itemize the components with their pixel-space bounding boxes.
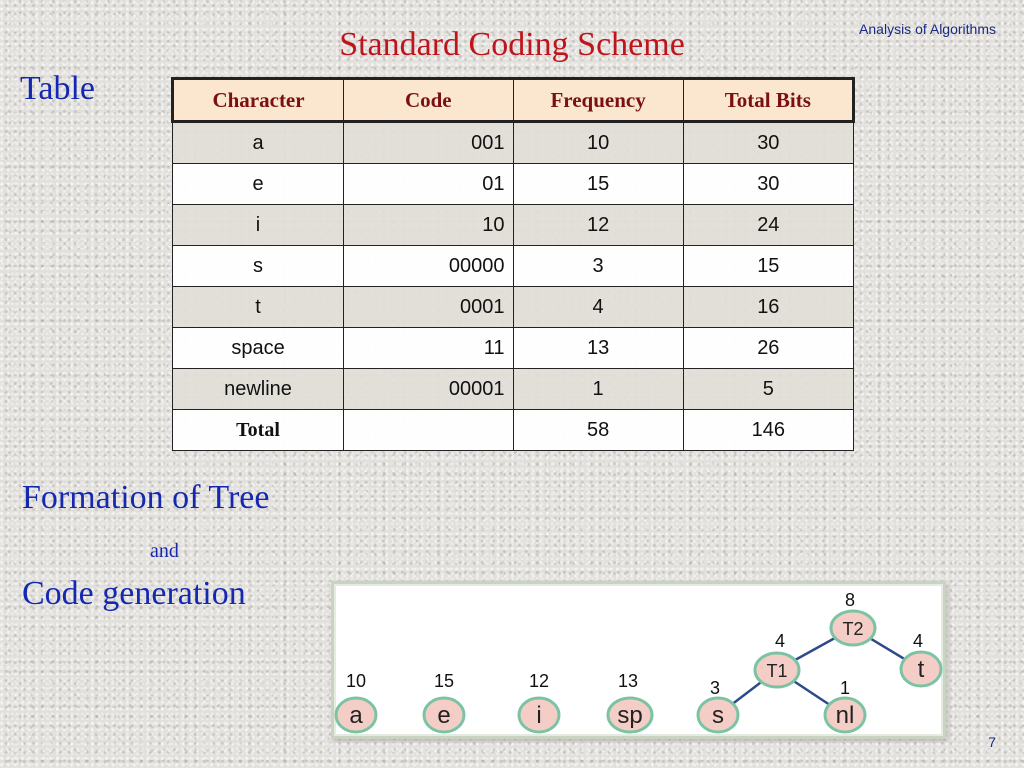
slide-title: Standard Coding Scheme [339,26,685,63]
cell-frequency: 4 [513,287,683,328]
tree-weight-t: 4 [912,631,924,651]
cell-code: 01 [344,164,513,205]
cell-frequency: 12 [513,205,683,246]
header-note: Analysis of Algorithms [859,21,996,37]
cell-code: 00000 [344,246,513,287]
header-total-bits: Total Bits [683,79,853,122]
cell-total-bits: 26 [683,328,853,369]
tree-weight-a: 10 [345,671,367,691]
cell-total-bits: 24 [683,205,853,246]
huffman-tree-diagram [334,584,943,736]
cell-code: 001 [344,122,513,164]
tree-node-t2 [831,590,875,645]
cell-total-frequency: 58 [513,410,683,451]
table-row [173,369,854,410]
table-row [173,205,854,246]
header-code: Code [344,79,513,122]
tree-node-s [698,678,738,732]
tree-node-sp [608,671,652,732]
cell-code: 11 [344,328,513,369]
tree-node-nl [825,678,865,732]
tree-weight-e: 15 [433,671,455,691]
cell-total-bits: 15 [683,246,853,287]
cell-character: e [173,164,344,205]
cell-total-bits: 5 [683,369,853,410]
tree-weight-sp: 13 [617,671,639,691]
cell-frequency: 3 [513,246,683,287]
table-row [173,246,854,287]
section-label-code-generation: Code generation [22,575,246,612]
table-row [173,164,854,205]
table-total-row [173,410,854,451]
tree-label-t: t [917,656,925,683]
cell-total-code [344,410,513,451]
cell-character: t [173,287,344,328]
tree-label-nl: nl [835,702,855,729]
cell-character: a [173,122,344,164]
tree-label-sp: sp [617,702,643,729]
tree-weight-t1: 4 [774,631,786,651]
tree-weight-nl: 1 [839,678,851,698]
standard-coding-table [171,77,855,451]
table-row [173,122,854,164]
cell-total-label: Total [173,410,344,451]
cell-code: 00001 [344,369,513,410]
tree-label-s: s [712,702,724,729]
section-label-formation: Formation of Tree [22,479,270,516]
tree-label-a: a [349,702,363,729]
tree-node-e [424,671,464,732]
tree-label-i: i [536,702,542,729]
cell-frequency: 1 [513,369,683,410]
tree-label-t2: T2 [842,619,864,639]
tree-weight-s: 3 [709,678,721,698]
tree-node-a [336,671,376,732]
table-header-row [173,79,854,122]
page-number: 7 [988,734,996,750]
huffman-tree-panel [331,581,946,739]
table-row [173,328,854,369]
cell-character: space [173,328,344,369]
cell-code: 10 [344,205,513,246]
tree-node-t1 [755,631,799,687]
header-character: Character [173,79,344,122]
tree-weight-i: 12 [528,671,550,691]
cell-total-bits: 16 [683,287,853,328]
cell-character: i [173,205,344,246]
section-label-and: and [150,540,179,562]
cell-frequency: 15 [513,164,683,205]
cell-character: s [173,246,344,287]
cell-code: 0001 [344,287,513,328]
table-row [173,287,854,328]
cell-total-bits-sum: 146 [683,410,853,451]
cell-frequency: 13 [513,328,683,369]
tree-label-t1: T1 [766,661,788,681]
section-label-table: Table [20,70,96,107]
header-frequency: Frequency [513,79,683,122]
cell-frequency: 10 [513,122,683,164]
cell-total-bits: 30 [683,164,853,205]
cell-total-bits: 30 [683,122,853,164]
tree-label-e: e [437,702,451,729]
tree-node-i [519,671,559,732]
tree-node-t [901,631,941,686]
tree-weight-t2: 8 [844,590,856,610]
cell-character: newline [173,369,344,410]
